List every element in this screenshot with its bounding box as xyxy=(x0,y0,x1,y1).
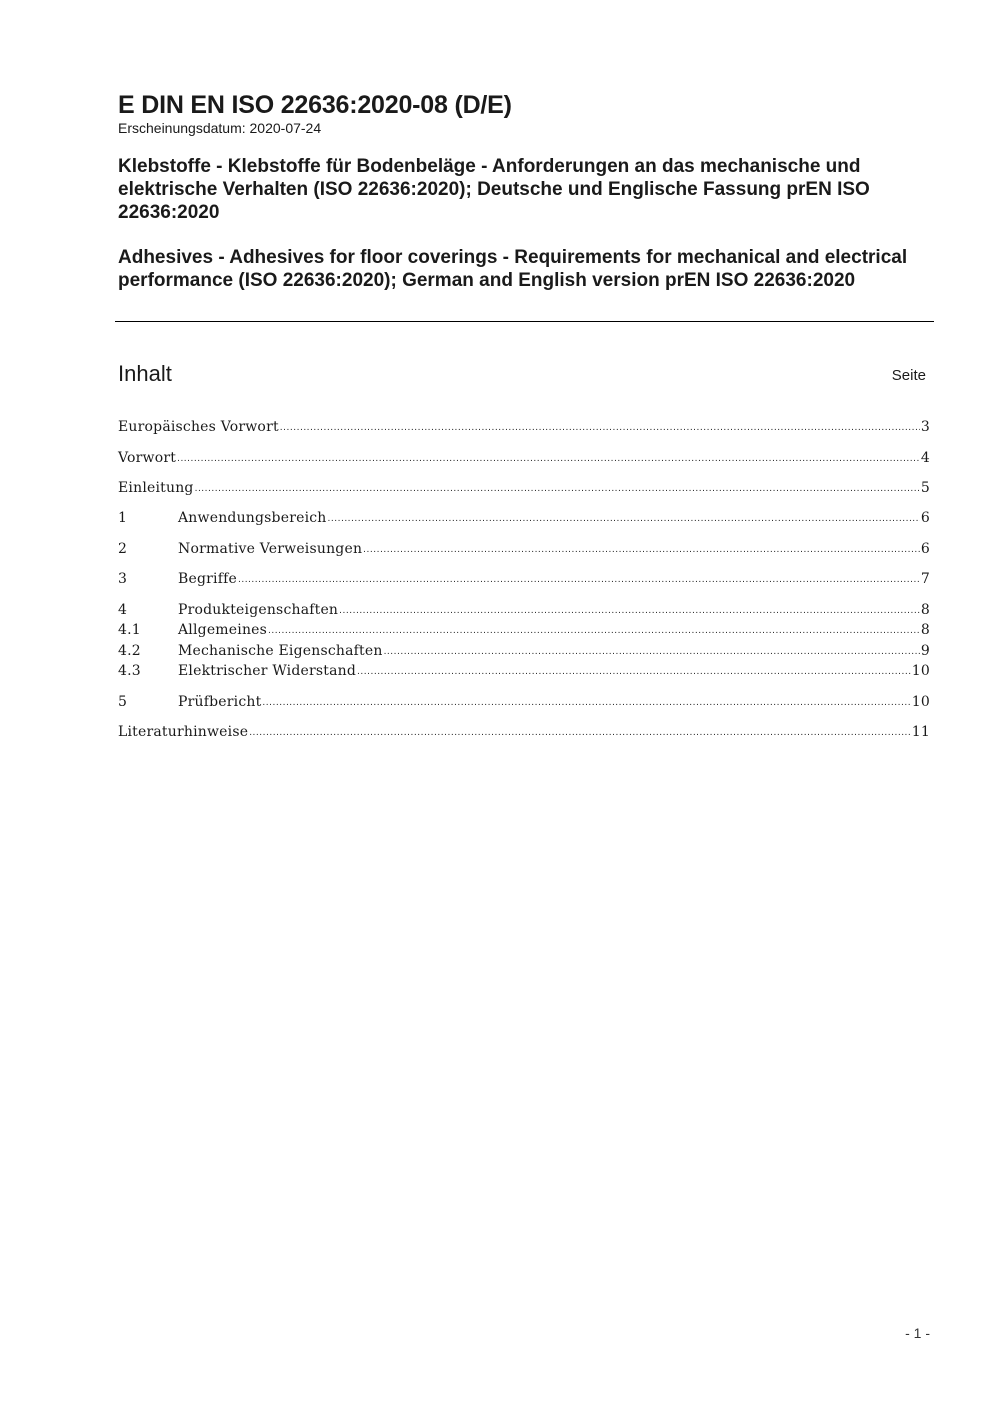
toc-entry-number: 1 xyxy=(118,510,128,526)
toc-entry-page: 10 xyxy=(911,663,930,679)
toc-entry[interactable] xyxy=(118,478,930,498)
header-divider xyxy=(115,321,934,322)
toc-entry-page: 6 xyxy=(920,541,930,557)
toc-leader-dots xyxy=(280,416,920,438)
toc-leader-dots xyxy=(268,619,920,641)
toc-entry-label: Literaturhinweise xyxy=(118,724,249,740)
toc-entry-page: 11 xyxy=(911,724,930,740)
toc-entry-number: 4.1 xyxy=(118,622,141,638)
toc-entry-label: Europäisches Vorwort xyxy=(118,419,279,435)
toc-entry-page: 10 xyxy=(911,694,930,710)
toc-entry-number: 5 xyxy=(118,694,128,710)
toc-entry[interactable] xyxy=(118,600,930,620)
toc-leader-dots xyxy=(238,568,920,590)
toc-entry-label: Anwendungsbereich xyxy=(178,510,327,526)
toc-entry-page: 3 xyxy=(920,419,930,435)
toc-entry-page: 5 xyxy=(920,480,930,496)
toc-entry-label: Elektrischer Widerstand xyxy=(178,663,357,679)
toc-heading xyxy=(118,360,926,390)
toc-entry-page: 7 xyxy=(920,571,930,587)
toc-page-column-label: Seite xyxy=(891,367,926,384)
toc-entry-number: 3 xyxy=(118,571,128,587)
toc-leader-dots xyxy=(339,599,920,621)
toc-entry-label: Mechanische Eigenschaften xyxy=(178,643,383,659)
toc-entry-page: 4 xyxy=(920,450,930,466)
toc-entry[interactable] xyxy=(118,417,930,437)
toc-leader-dots xyxy=(328,507,920,529)
toc-leader-dots xyxy=(249,721,911,743)
toc-leader-dots xyxy=(262,691,910,713)
toc-entry-number: 2 xyxy=(118,541,128,557)
toc-leader-dots xyxy=(177,447,920,469)
toc-entry[interactable] xyxy=(118,620,930,640)
toc-entry[interactable] xyxy=(118,539,930,559)
toc-entry-label: Vorwort xyxy=(118,450,177,466)
toc-entry-page: 6 xyxy=(920,510,930,526)
page-number: - 1 - xyxy=(905,1325,930,1341)
toc-entry[interactable] xyxy=(118,508,930,528)
document-id: E DIN EN ISO 22636:2020-08 (D/E) xyxy=(118,91,512,119)
toc-title: Inhalt xyxy=(118,361,172,386)
toc-leader-dots xyxy=(195,477,920,499)
toc-entry-label: Prüfbericht xyxy=(178,694,262,710)
toc-entry-number: 4 xyxy=(118,602,128,618)
toc-leader-dots xyxy=(357,660,911,682)
toc-leader-dots xyxy=(363,538,920,560)
publication-date: Erscheinungsdatum: 2020-07-24 xyxy=(118,120,322,136)
toc-entry-label: Einleitung xyxy=(118,480,194,496)
toc-leader-dots xyxy=(384,640,920,662)
toc-entry[interactable] xyxy=(118,692,930,712)
toc-entry[interactable] xyxy=(118,661,930,681)
toc-entry-label: Normative Verweisungen xyxy=(178,541,363,557)
toc-entry-label: Begriffe xyxy=(178,571,237,587)
toc-entry[interactable] xyxy=(118,569,930,589)
toc-entry[interactable] xyxy=(118,448,930,468)
title-german: Klebstoffe - Klebstoffe für Bodenbeläge - Anforderungen an das mechanische und elektrische Verhalten (ISO 22636:2020); Deutsche und Englische Fassung prEN ISO 22636:2020 xyxy=(118,156,870,223)
toc-entry-page: 9 xyxy=(920,643,930,659)
toc-entry[interactable] xyxy=(118,722,930,742)
toc-entry-number: 4.2 xyxy=(118,643,141,659)
toc-entry-number: 4.3 xyxy=(118,663,141,679)
title-english: Adhesives - Adhesives for floor coverings - Requirements for mechanical and electrical performance (ISO 22636:2020); German and English version prEN ISO 22636:2020 xyxy=(118,247,908,291)
toc-entry-label: Produkteigenschaften xyxy=(178,602,339,618)
toc-entry-page: 8 xyxy=(920,622,930,638)
toc-entry-label: Allgemeines xyxy=(178,622,268,638)
toc-entry[interactable] xyxy=(118,641,930,661)
document-header xyxy=(118,90,934,292)
toc-entry-page: 8 xyxy=(920,602,930,618)
